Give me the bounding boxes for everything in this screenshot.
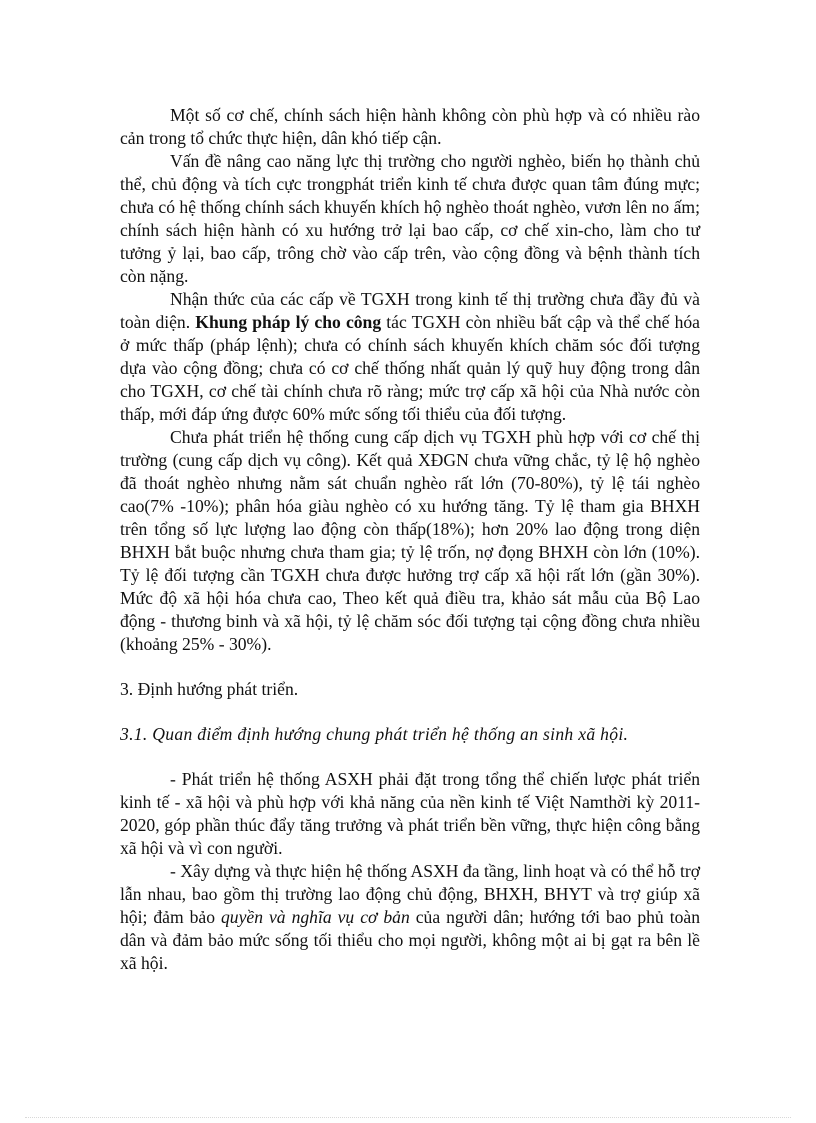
paragraph-service-delivery: Chưa phát triển hệ thống cung cấp dịch vụ TGXH phù hợp với cơ chế thị trường (cung cấp dịch vụ công). Kết quả XĐGN chưa vững chắc, tỷ lệ hộ nghèo đã thoát nghèo nhưng nằm sát chuẩn nghèo rất lớn (70-80%), tỷ lệ tái nghèo cao(7% -10%); phân hóa giàu nghèo có xu hướng tăng. Tỷ lệ tham gia BHXH trên tổng số lực lượng lao động còn thấp(18%); hơn 20% lao động trong diện BHXH bắt buộc nhưng chưa tham gia; tỷ lệ trốn, nợ đọng BHXH còn lớn (10%). Tỷ lệ đối tượng cần TGXH chưa được hưởng trợ cấp xã hội rất lớn (gần 30%). Mức độ xã hội hóa chưa cao, Theo kết quả điều tra, khảo sát mẫu của Bộ Lao động - thương binh và xã hội, tỷ lệ chăm sóc đối tượng tại cộng đồng chưa nhiều (khoảng 25% - 30%). bbox=[120, 427, 700, 654]
page-bottom-border bbox=[25, 1117, 791, 1118]
section-heading-3: 3. Định hướng phát triển. bbox=[120, 679, 299, 699]
paragraph-market-capacity: Vấn đề nâng cao năng lực thị trường cho người nghèo, biến họ thành chủ thể, chủ động và tích cực trongphát triển kinh tế chưa được quan tâm đúng mực; chưa có hệ thống chính sách khuyến khích hộ nghèo thoát nghèo, vươn lên no ấm; chính sách hiện hành có xu hướng trở lại bao cấp, cơ chế xin-cho, làm cho tư tưởng ỷ lại, bao cấp, trông chờ vào cấp trên, vào cộng đồng và bệnh thành tích còn nặng. bbox=[120, 151, 700, 286]
paragraph-awareness-end: tác TGXH còn nhiều bất cập và thể chế hóa ở mức thấp (pháp lệnh); chưa có chính sách khuyến khích chăm sóc đối tượng dựa vào cộng đồng; chưa có cơ chế thống nhất quản lý quỹ huy động trong dân cho TGXH, cơ chế tài chính chưa rõ ràng; mức trợ cấp xã hội của Nhà nước còn thấp, mới đáp ứng được 60% mức sống tối thiểu của đối tượng. bbox=[120, 312, 700, 424]
section-heading-3-1: 3.1. Quan điểm định hướng chung phát triển hệ thống an sinh xã hội. bbox=[120, 724, 629, 744]
rights-duties-italic: quyền và nghĩa vụ cơ bản bbox=[221, 907, 410, 927]
paragraph-multilayer-system bbox=[120, 860, 700, 975]
spacer bbox=[120, 701, 700, 723]
body-text bbox=[120, 104, 700, 975]
paragraph-policy-barriers: Một số cơ chế, chính sách hiện hành không còn phù hợp và có nhiều rào cản trong tổ chức thực hiện, dân khó tiếp cận. bbox=[120, 105, 700, 148]
paragraph-development-strategy: - Phát triển hệ thống ASXH phải đặt trong tổng thể chiến lược phát triển kinh tế - xã hội và phù hợp với khả năng của nền kinh tế Việt Namthời kỳ 2011-2020, góp phần thúc đẩy tăng trưởng và phát triển bền vững, thực hiện công bằng xã hội và vì con người. bbox=[120, 769, 700, 858]
paragraph-awareness-start: Nhận thức của các cấp về TGXH trong kinh tế thị trường chưa đầy đủ và toàn diện. bbox=[120, 289, 700, 332]
spacer bbox=[120, 746, 700, 768]
paragraph-multilayer-start: - Xây dựng và thực hiện hệ thống ASXH đa tầng, linh hoạt và có thể hỗ trợ lẫn nhau, bao gồm thị trường lao động chủ động, BHXH, BHYT và trợ giúp xã hội; đảm bảo bbox=[120, 861, 700, 927]
paragraph-awareness bbox=[120, 288, 700, 426]
paragraph-multilayer-end: của người dân; hướng tới bao phủ toàn dân và đảm bảo mức sống tối thiểu cho mọi người, không một ai bị gạt ra bên lề xã hội. bbox=[120, 907, 700, 973]
spacer bbox=[120, 656, 700, 678]
legal-framework-bold: Khung pháp lý cho công bbox=[195, 312, 382, 332]
